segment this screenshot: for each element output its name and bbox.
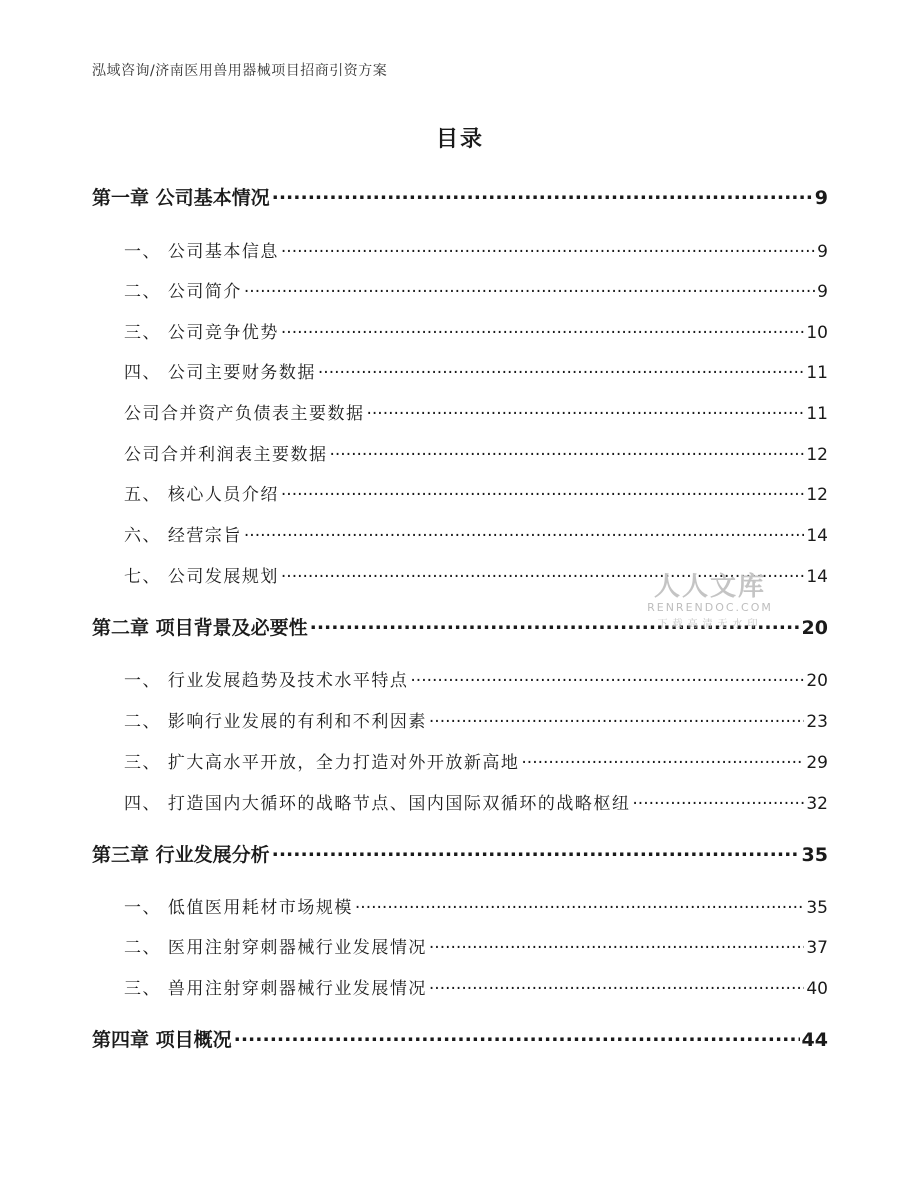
toc-entry-label: 四、 公司主要财务数据 xyxy=(124,363,316,383)
toc-entry-page: 12 xyxy=(806,485,828,505)
toc-entry-label: 四、 打造国内大循环的战略节点、国内国际双循环的战略枢纽 xyxy=(124,794,631,814)
toc-entry[interactable] xyxy=(124,399,828,424)
toc-entry[interactable] xyxy=(124,237,828,262)
toc-entry-chapter-4[interactable] xyxy=(92,1025,828,1052)
toc-entry[interactable] xyxy=(124,521,828,546)
watermark xyxy=(640,566,780,630)
toc-entry[interactable] xyxy=(124,707,828,732)
toc-entry-label: 第三章 行业发展分析 xyxy=(92,844,270,866)
dot-leader xyxy=(632,792,804,809)
toc-entry[interactable] xyxy=(124,933,828,958)
dot-leader xyxy=(272,185,813,204)
toc-entry-page: 11 xyxy=(806,404,828,424)
dot-leader xyxy=(244,280,815,297)
toc-title: 目录 xyxy=(435,127,484,152)
toc-entry-label: 第四章 项目概况 xyxy=(92,1029,232,1051)
toc-entry-label: 三、 扩大高水平开放，全力打造对外开放新高地 xyxy=(124,753,520,773)
toc-entry-page: 9 xyxy=(817,242,828,262)
toc-entry[interactable] xyxy=(124,318,828,343)
toc-entry[interactable] xyxy=(124,666,828,691)
dot-leader xyxy=(521,751,804,768)
toc-entry-page: 40 xyxy=(806,979,828,999)
dot-leader xyxy=(244,524,804,541)
toc-entry-page: 35 xyxy=(806,898,828,918)
dot-leader xyxy=(281,240,815,257)
watermark-title: 人人文库 xyxy=(653,572,766,602)
toc-entry-page: 12 xyxy=(806,445,828,465)
watermark-slogan: 下载高清无水印 xyxy=(657,619,763,630)
dot-leader xyxy=(355,896,804,913)
dot-leader xyxy=(410,669,804,686)
toc-entry-label: 一、 低值医用耗材市场规模 xyxy=(124,898,353,918)
toc-entry-label: 一、 行业发展趋势及技术水平特点 xyxy=(124,671,409,691)
toc-entry-page: 37 xyxy=(806,938,828,958)
toc-entry-page: 44 xyxy=(801,1029,828,1051)
page-header: 泓域咨询/济南医用兽用器械项目招商引资方案 xyxy=(92,63,388,79)
toc-entry-label: 三、 公司竞争优势 xyxy=(124,323,279,343)
toc-entry[interactable] xyxy=(124,277,828,302)
toc-entry-label: 六、 经营宗旨 xyxy=(124,526,242,546)
toc-entry-page: 32 xyxy=(806,794,828,814)
toc-entry-label: 三、 兽用注射穿刺器械行业发展情况 xyxy=(124,979,427,999)
dot-leader xyxy=(367,402,805,419)
toc-entry-chapter-1[interactable] xyxy=(92,183,828,210)
toc-entry[interactable] xyxy=(124,358,828,383)
toc-entry-label: 一、 公司基本信息 xyxy=(124,242,279,262)
toc-entry[interactable] xyxy=(124,974,828,999)
toc-entry[interactable] xyxy=(124,789,828,814)
watermark-domain: RENRENDOC.COM xyxy=(647,601,773,614)
toc-entry[interactable] xyxy=(124,480,828,505)
toc-entry-page: 35 xyxy=(801,844,828,866)
toc-entry-page: 29 xyxy=(806,753,828,773)
dot-leader xyxy=(318,361,804,378)
toc-entry-page: 9 xyxy=(814,187,828,209)
toc-entry-page: 11 xyxy=(806,363,828,383)
toc-entry-label: 二、 公司简介 xyxy=(124,282,242,302)
toc-entry[interactable] xyxy=(124,748,828,773)
dot-leader xyxy=(330,443,805,460)
dot-leader xyxy=(429,936,804,953)
toc-entry-chapter-3[interactable] xyxy=(92,840,828,867)
toc-entry-page: 9 xyxy=(817,282,828,302)
dot-leader xyxy=(429,977,804,994)
dot-leader xyxy=(234,1027,800,1046)
toc-entry-label: 二、 医用注射穿刺器械行业发展情况 xyxy=(124,938,427,958)
dot-leader xyxy=(281,321,804,338)
toc-entry[interactable] xyxy=(124,893,828,918)
dot-leader xyxy=(429,710,804,727)
toc-entry-label: 二、 影响行业发展的有利和不利因素 xyxy=(124,712,427,732)
toc-entry-page: 20 xyxy=(801,617,828,639)
toc-entry-label: 公司合并利润表主要数据 xyxy=(124,445,328,465)
toc-entry-page: 23 xyxy=(806,712,828,732)
toc-entry-page: 20 xyxy=(806,671,828,691)
toc-entry[interactable] xyxy=(124,440,828,465)
toc-entry-label: 七、 公司发展规划 xyxy=(124,567,279,587)
toc-entry-label: 第二章 项目背景及必要性 xyxy=(92,617,308,639)
toc-entry-page: 14 xyxy=(806,526,828,546)
dot-leader xyxy=(272,842,800,861)
dot-leader xyxy=(281,483,804,500)
toc-entry-label: 第一章 公司基本情况 xyxy=(92,187,270,209)
toc-entry-label: 公司合并资产负债表主要数据 xyxy=(124,404,365,424)
toc-entry-label: 五、 核心人员介绍 xyxy=(124,485,279,505)
toc-entry-page: 10 xyxy=(806,323,828,343)
toc-entry-page: 14 xyxy=(806,567,828,587)
